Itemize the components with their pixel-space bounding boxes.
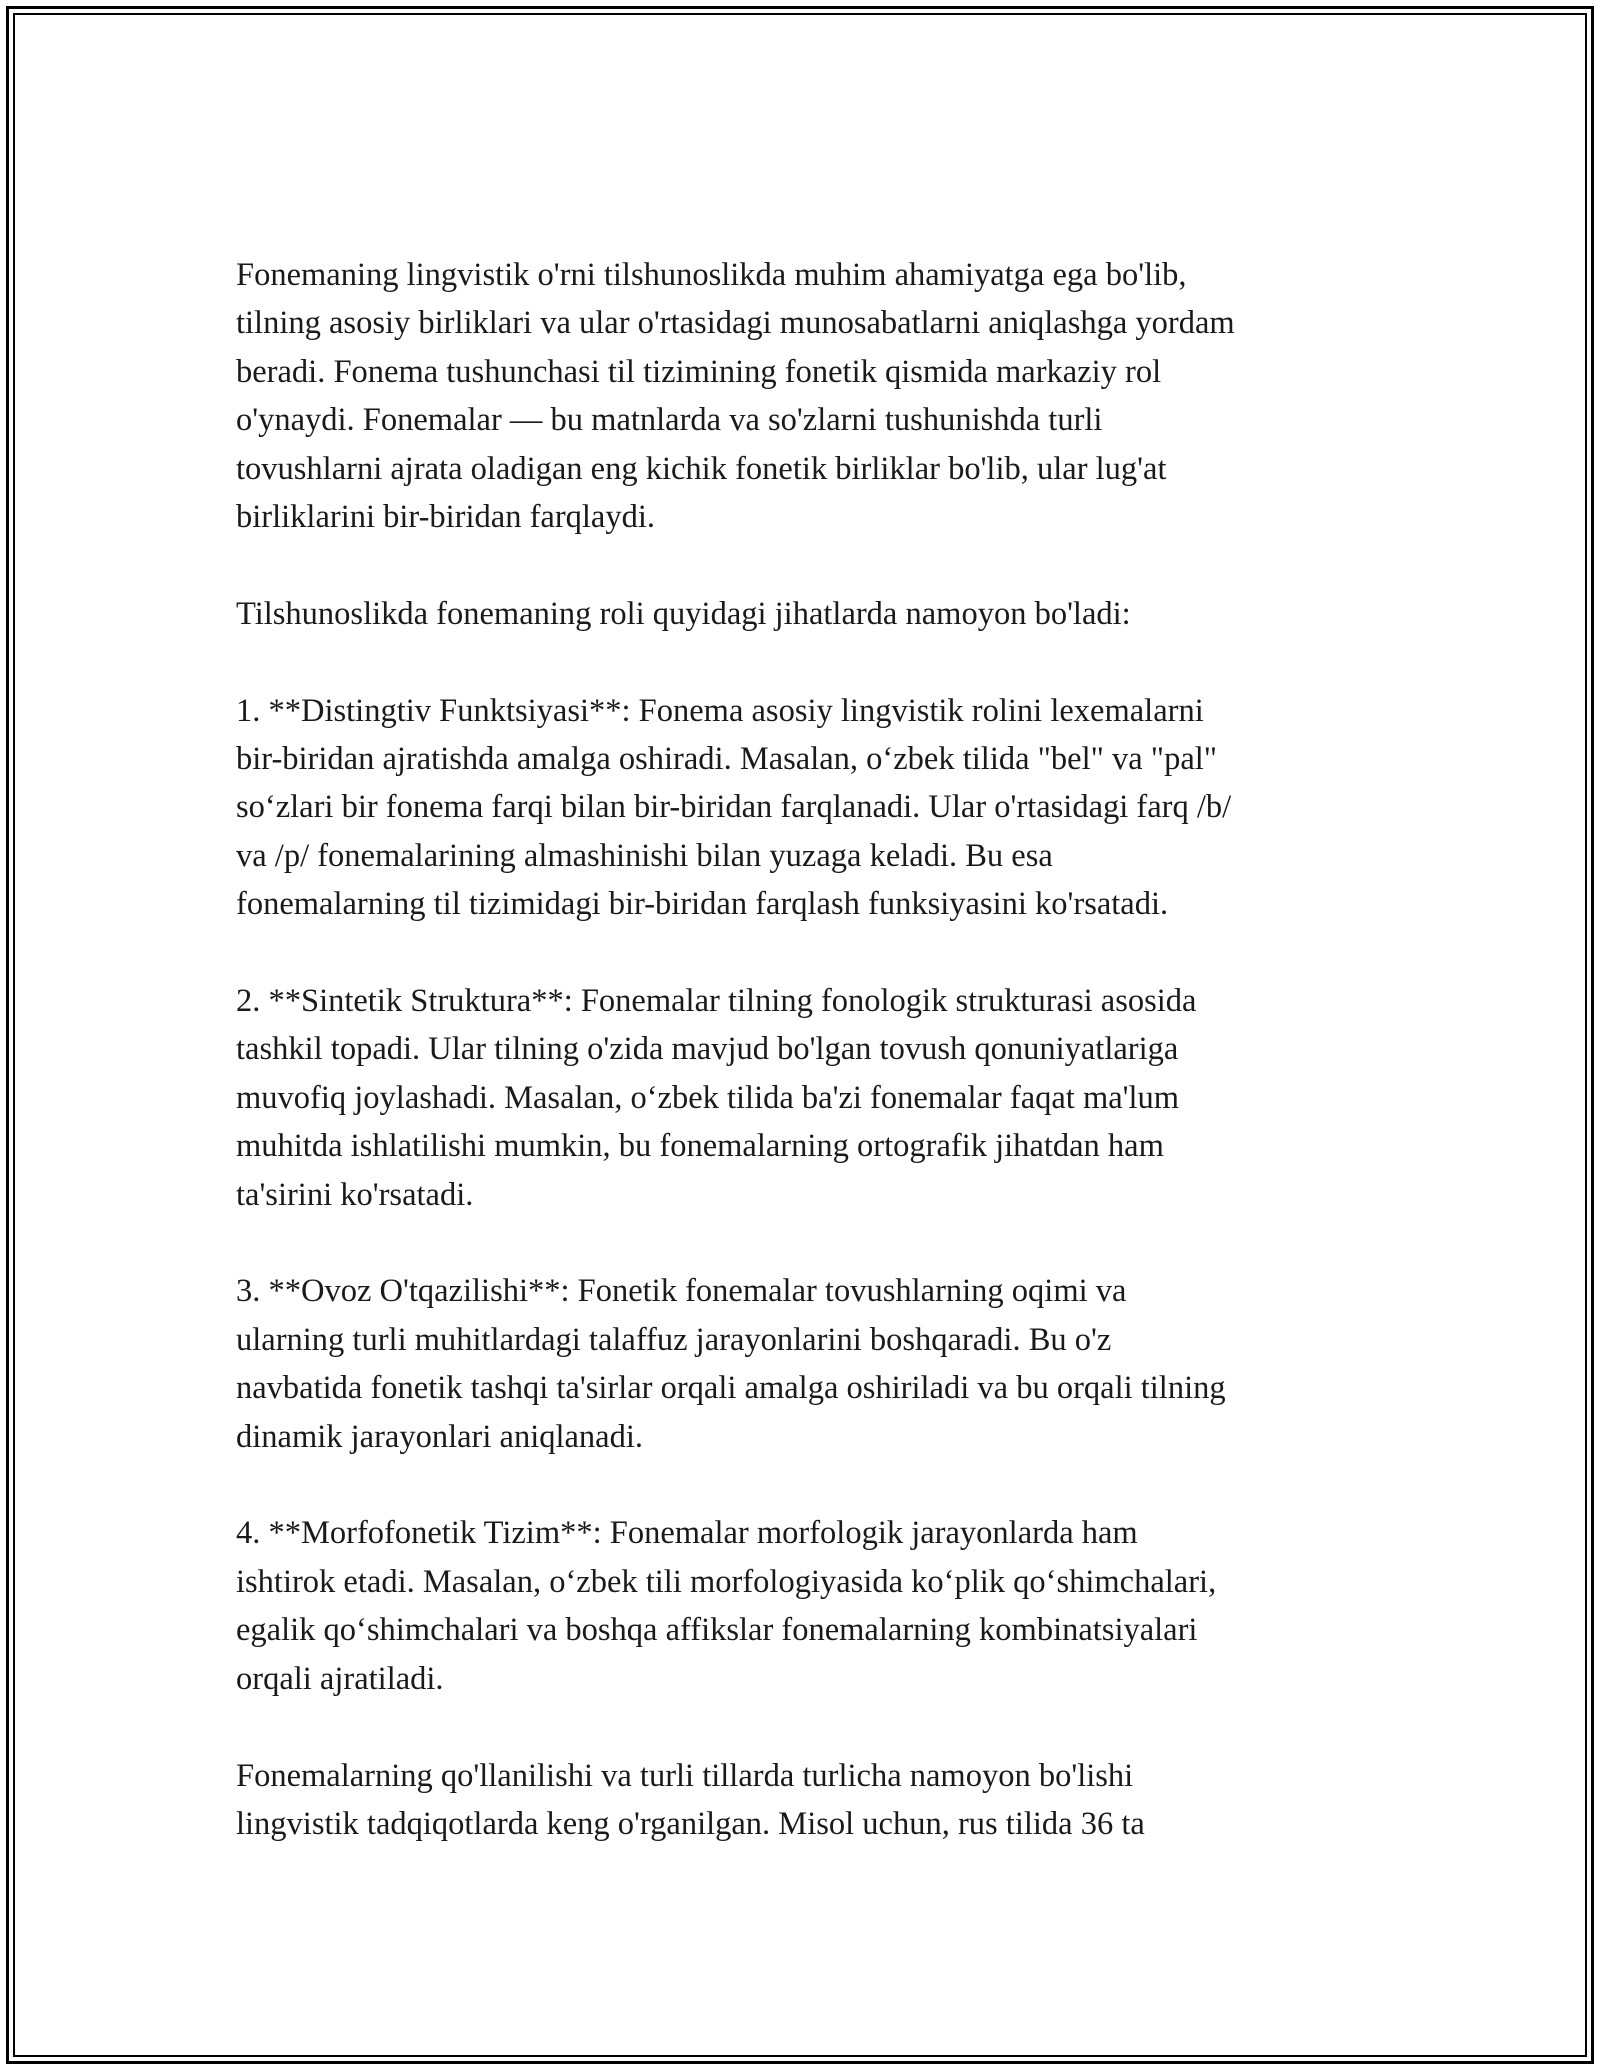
paragraph — [236, 1267, 1376, 1461]
text-line: Tilshunoslikda fonemaning roli quyidagi jihatlarda namoyon bo'ladi: — [236, 595, 1131, 632]
paragraph — [236, 1752, 1376, 1849]
text-line: ularning turli muhitlardagi talaffuz jarayonlarini boshqaradi. Bu o'z — [236, 1321, 1112, 1358]
text-line: tilning asosiy birliklari va ular o'rtasidagi munosabatlarni aniqlashga yordam — [236, 305, 1235, 342]
text-line: dinamik jarayonlari aniqlanadi. — [236, 1418, 644, 1455]
text-line: Fonemaning lingvistik o'rni tilshunoslikda muhim ahamiyatga ega bo'lib, — [236, 257, 1187, 293]
paragraph — [236, 977, 1376, 1219]
paragraph — [236, 251, 1376, 541]
text-line: Fonemalarning qo'llanilishi va turli tillarda turlicha namoyon bo'lishi — [236, 1757, 1134, 1794]
text-line: 2. **Sintetik Struktura**: Fonemalar tilning fonologik strukturasi asosida — [236, 983, 1197, 1020]
text-line: beradi. Fonema tushunchasi til tizimining fonetik qismida markaziy rol — [236, 353, 1162, 390]
paragraph — [236, 687, 1376, 929]
text-line: 1. **Distingtiv Funktsiyasi**: Fonema asosiy lingvistik rolini lexemalarni — [236, 692, 1204, 729]
text-line: 4. **Morfofonetik Tizim**: Fonemalar morfologik jarayonlarda ham — [236, 1515, 1138, 1552]
text-line: bir-biridan ajratishda amalga oshiradi. Masalan, o‘zbek tilida "bel" va "pal" — [236, 741, 1218, 778]
text-line: tashkil topadi. Ular tilning o'zida mavjud bo'lgan tovush qonuniyatlariga — [236, 1031, 1179, 1068]
text-line: muvofiq joylashadi. Masalan, o‘zbek tilida ba'zi fonemalar faqat ma'lum — [236, 1079, 1180, 1116]
text-line: lingvistik tadqiqotlarda keng o'rganilgan. Misol uchun, rus tilida 36 ta — [236, 1805, 1145, 1842]
text-line: orqali ajratiladi. — [236, 1660, 444, 1697]
text-line: tovushlarni ajrata oladigan eng kichik fonetik birliklar bo'lib, ular lug'at — [236, 450, 1167, 487]
text-line: birliklarini bir-biridan farqlaydi. — [236, 499, 656, 536]
text-line: fonemalarning til tizimidagi bir-biridan farqlash funksiyasini ko'rsatadi. — [236, 886, 1169, 923]
document-body — [236, 251, 1376, 1897]
text-line: va /p/ fonemalarining almashinishi bilan yuzaga keladi. Bu esa — [236, 837, 1053, 874]
text-line: 3. **Ovoz O'tqazilishi**: Fonetik fonemalar tovushlarning oqimi va — [236, 1273, 1127, 1310]
text-line: egalik qo‘shimchalari va boshqa affikslar fonemalarning kombinatsiyalari — [236, 1612, 1198, 1649]
paragraph — [236, 590, 1376, 638]
text-line: muhitda ishlatilishi mumkin, bu fonemalarning ortografik jihatdan ham — [236, 1128, 1164, 1165]
text-line: ishtirok etadi. Masalan, o‘zbek tili morfologiyasida ko‘plik qo‘shimchalari, — [236, 1563, 1217, 1600]
text-line: navbatida fonetik tashqi ta'sirlar orqali amalga oshiriladi va bu orqali tilning — [236, 1370, 1226, 1407]
text-line: o'ynaydi. Fonemalar — bu matnlarda va so'zlarni tushunishda turli — [236, 402, 1103, 439]
text-line: ta'sirini ko'rsatadi. — [236, 1176, 474, 1213]
paragraph — [236, 1509, 1376, 1703]
text-line: so‘zlari bir fonema farqi bilan bir-biridan farqlanadi. Ular o'rtasidagi farq /b/ — [236, 789, 1232, 826]
